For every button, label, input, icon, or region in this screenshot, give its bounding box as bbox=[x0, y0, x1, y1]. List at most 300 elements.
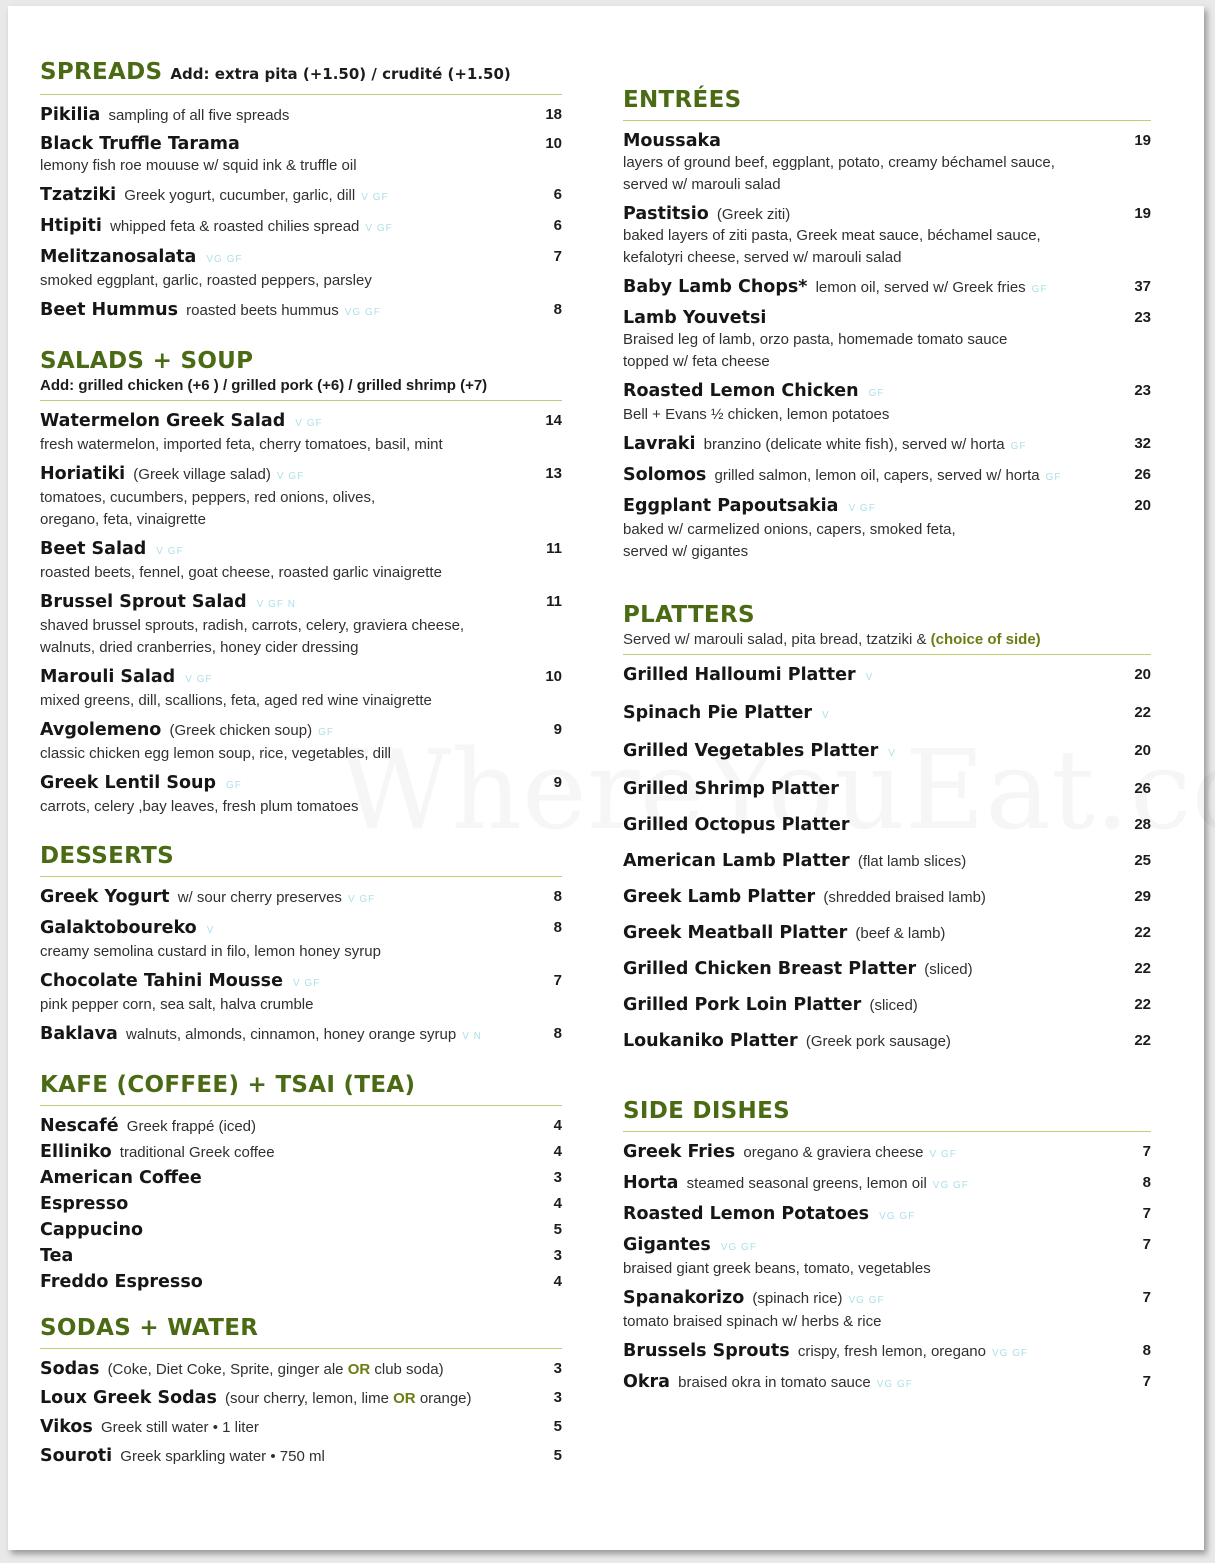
menu-item bbox=[623, 204, 1151, 269]
left-column bbox=[40, 58, 562, 1475]
menu-item-line bbox=[623, 851, 1109, 872]
item-inline-description: Greek sparkling water • 750 ml bbox=[120, 1448, 325, 1465]
item-inline-description: (spinach rice) bbox=[752, 1290, 843, 1307]
menu-item-line bbox=[623, 204, 1109, 225]
item-list bbox=[623, 131, 1151, 563]
menu-item-line bbox=[40, 464, 520, 487]
dietary-tags: GF bbox=[226, 780, 242, 791]
item-inline-description: (beef & lamb) bbox=[855, 925, 946, 942]
dietary-tags: V GF bbox=[295, 418, 323, 429]
item-description: tomato braised spinach w/ herbs & rice bbox=[623, 1313, 882, 1330]
dietary-tags: V GF bbox=[156, 546, 184, 557]
item-price: 10 bbox=[545, 135, 562, 152]
menu-item-line bbox=[623, 815, 1109, 836]
item-description: Bell + Evans ½ chicken, lemon potatoes bbox=[623, 406, 890, 423]
menu-item bbox=[623, 851, 1151, 872]
section-note: Add: extra pita (+1.50) / crudité (+1.50) bbox=[170, 65, 511, 83]
item-price: 20 bbox=[1134, 666, 1151, 683]
menu-item bbox=[623, 1031, 1151, 1052]
item-price: 7 bbox=[553, 972, 562, 989]
menu-item bbox=[623, 959, 1151, 980]
menu-item-line bbox=[623, 496, 1109, 519]
menu-item bbox=[623, 465, 1151, 488]
section-heading: SALADS + SOUP bbox=[40, 348, 254, 374]
menu-item-line bbox=[623, 1142, 1109, 1165]
menu-item-line bbox=[40, 1359, 520, 1380]
item-name: Eggplant Papoutsakia bbox=[623, 496, 839, 516]
menu-item-line bbox=[40, 592, 520, 615]
item-name: Marouli Salad bbox=[40, 667, 176, 687]
item-price: 22 bbox=[1134, 924, 1151, 941]
divider bbox=[40, 1105, 562, 1106]
item-price: 8 bbox=[553, 1025, 562, 1042]
menu-item-line bbox=[623, 741, 1109, 764]
menu-item-line bbox=[40, 1116, 520, 1137]
item-description: fresh watermelon, imported feta, cherry tomatoes, basil, mint bbox=[40, 436, 443, 453]
menu-item bbox=[623, 1288, 1151, 1333]
menu-item-line bbox=[623, 434, 1109, 457]
menu-item-line bbox=[623, 308, 1109, 329]
or-word: OR bbox=[347, 1361, 371, 1378]
dietary-tags: V GF bbox=[361, 192, 389, 203]
item-inline-description: (Greek pork sausage) bbox=[805, 1033, 951, 1050]
menu-item-line bbox=[40, 216, 520, 239]
menu-item-line bbox=[623, 995, 1109, 1016]
section-note: Served w/ marouli salad, pita bread, tzatziki & (choice of side) bbox=[623, 631, 1041, 648]
item-name: Roasted Lemon Potatoes bbox=[623, 1204, 870, 1224]
item-price: 8 bbox=[553, 919, 562, 936]
item-price: 11 bbox=[546, 593, 562, 610]
dietary-tags: V GF bbox=[292, 978, 321, 989]
item-name: Gigantes bbox=[623, 1235, 711, 1255]
item-name: Brussels Sprouts bbox=[623, 1341, 790, 1361]
item-inline-description: steamed seasonal greens, lemon oil bbox=[686, 1175, 927, 1192]
item-price: 29 bbox=[1134, 888, 1151, 905]
item-description: Braised leg of lamb, orzo pasta, homemade tomato sauce bbox=[623, 331, 1008, 348]
item-name: Cappucino bbox=[40, 1220, 144, 1240]
menu-item-line bbox=[40, 1168, 520, 1189]
item-name: Greek Lamb Platter bbox=[623, 887, 816, 907]
dietary-tags: GF bbox=[318, 727, 334, 738]
item-description: roasted beets, fennel, goat cheese, roasted garlic vinaigrette bbox=[40, 564, 442, 581]
menu-item bbox=[623, 1173, 1151, 1196]
item-price: 8 bbox=[553, 301, 562, 318]
section-heading: KAFE (COFFEE) + TSAI (TEA) bbox=[40, 1072, 416, 1098]
section-heading: SODAS + WATER bbox=[40, 1315, 259, 1341]
item-name: Galaktoboureko bbox=[40, 918, 197, 938]
item-name: Brussel Sprout Salad bbox=[40, 592, 247, 612]
menu-item bbox=[623, 277, 1151, 300]
item-price: 7 bbox=[1142, 1236, 1151, 1253]
menu-item bbox=[40, 1272, 562, 1293]
item-list bbox=[623, 665, 1151, 1052]
item-name: Beet Salad bbox=[40, 539, 147, 559]
dietary-tags: V GF bbox=[347, 894, 376, 905]
item-inline-description: w/ sour cherry preserves bbox=[177, 889, 342, 906]
or-word: OR bbox=[393, 1390, 416, 1407]
dietary-tags: VG GF bbox=[720, 1242, 757, 1253]
menu-item bbox=[623, 381, 1151, 426]
item-price: 32 bbox=[1134, 435, 1151, 452]
item-description-line2: topped w/ feta cheese bbox=[623, 353, 770, 370]
item-name: Roasted Lemon Chicken bbox=[623, 381, 859, 401]
menu-item bbox=[40, 887, 562, 910]
dietary-tags: V GF bbox=[185, 674, 213, 685]
item-price: 13 bbox=[545, 465, 562, 482]
item-inline-description-tail: club soda) bbox=[374, 1361, 444, 1378]
divider bbox=[623, 120, 1151, 121]
item-price: 18 bbox=[545, 106, 562, 123]
item-price: 10 bbox=[545, 668, 562, 685]
item-description-line2: served w/ marouli salad bbox=[623, 176, 781, 193]
item-name: Lavraki bbox=[623, 434, 696, 454]
dietary-tags: GF bbox=[868, 388, 885, 399]
item-description: braised giant greek beans, tomato, vegetables bbox=[623, 1260, 931, 1277]
item-name: Sodas bbox=[40, 1359, 100, 1379]
item-description: creamy semolina custard in filo, lemon honey syrup bbox=[40, 943, 381, 960]
menu-item-line bbox=[623, 779, 1109, 800]
item-list bbox=[40, 1359, 562, 1467]
item-price: 28 bbox=[1134, 816, 1151, 833]
menu-item-line bbox=[40, 1220, 520, 1241]
item-name: Tzatziki bbox=[40, 185, 117, 205]
section-salads-soup bbox=[40, 347, 562, 818]
menu-item bbox=[40, 667, 562, 712]
menu-item bbox=[40, 105, 562, 126]
dietary-tags: V GF bbox=[848, 503, 876, 514]
dietary-tags: VG GF bbox=[879, 1211, 916, 1222]
menu-item-line bbox=[623, 465, 1109, 488]
menu-page bbox=[8, 6, 1204, 1550]
item-description: baked layers of ziti pasta, Greek meat sauce, béchamel sauce, bbox=[623, 227, 1041, 244]
divider bbox=[40, 876, 562, 877]
divider bbox=[40, 94, 562, 95]
item-inline-description: (Greek ziti) bbox=[716, 206, 791, 223]
item-inline-description: walnuts, almonds, cinnamon, honey orange syrup bbox=[125, 1026, 457, 1043]
menu-item-line bbox=[40, 247, 520, 270]
section-sodas-water bbox=[40, 1314, 562, 1467]
menu-item-line bbox=[40, 1388, 520, 1409]
dietary-tags: GF bbox=[1010, 441, 1027, 452]
menu-item-line bbox=[40, 300, 520, 323]
item-price: 19 bbox=[1134, 205, 1151, 222]
menu-item-line bbox=[623, 703, 1109, 726]
section-desserts bbox=[40, 842, 562, 1047]
item-price: 7 bbox=[553, 248, 562, 265]
section-side-dishes bbox=[623, 1097, 1151, 1395]
item-name: Nescafé bbox=[40, 1116, 119, 1136]
divider bbox=[40, 400, 562, 401]
menu-item-line bbox=[623, 665, 1109, 688]
menu-item-line bbox=[623, 1173, 1109, 1196]
menu-item-line bbox=[623, 1204, 1109, 1227]
item-list bbox=[40, 411, 562, 818]
item-name: Freddo Espresso bbox=[40, 1272, 203, 1292]
item-name: Solomos bbox=[623, 465, 707, 485]
item-inline-description: Greek frappé (iced) bbox=[126, 1118, 257, 1135]
dietary-tags: V bbox=[865, 672, 874, 683]
menu-item-line bbox=[623, 381, 1109, 404]
menu-item-line bbox=[623, 887, 1109, 908]
item-name: Vikos bbox=[40, 1417, 93, 1437]
dietary-tags: V GF bbox=[365, 223, 393, 234]
item-price: 23 bbox=[1134, 382, 1151, 399]
item-price: 7 bbox=[1142, 1373, 1151, 1390]
menu-item bbox=[623, 741, 1151, 764]
right-column bbox=[623, 86, 1151, 1403]
item-price: 8 bbox=[1142, 1174, 1151, 1191]
menu-item bbox=[40, 1024, 562, 1047]
item-price: 23 bbox=[1134, 309, 1151, 326]
menu-item bbox=[623, 703, 1151, 726]
menu-item bbox=[40, 411, 562, 456]
menu-item-line bbox=[623, 1372, 1109, 1395]
menu-item-line bbox=[40, 1024, 520, 1047]
item-price: 7 bbox=[1142, 1143, 1151, 1160]
item-name: Greek Fries bbox=[623, 1142, 736, 1162]
menu-item bbox=[623, 308, 1151, 373]
item-price: 6 bbox=[553, 186, 562, 203]
item-inline-description: oregano & graviera cheese bbox=[743, 1144, 924, 1161]
dietary-tags: VG GF bbox=[876, 1379, 913, 1390]
item-price: 25 bbox=[1134, 852, 1151, 869]
item-description: lemony fish roe mouuse w/ squid ink & truffle oil bbox=[40, 157, 357, 174]
item-name: Htipiti bbox=[40, 216, 102, 236]
menu-item bbox=[40, 134, 562, 177]
menu-item bbox=[623, 995, 1151, 1016]
item-price: 5 bbox=[553, 1447, 562, 1464]
menu-item bbox=[40, 1359, 562, 1380]
item-name: Chocolate Tahini Mousse bbox=[40, 971, 283, 991]
item-inline-description: Greek still water • 1 liter bbox=[101, 1419, 259, 1436]
divider bbox=[623, 654, 1151, 655]
menu-item-line bbox=[40, 134, 520, 155]
menu-item-line bbox=[623, 131, 1109, 152]
item-price: 4 bbox=[553, 1273, 562, 1290]
item-name: Greek Lentil Soup bbox=[40, 773, 217, 793]
menu-item-line bbox=[40, 918, 520, 941]
item-name: Watermelon Greek Salad bbox=[40, 411, 286, 431]
menu-item bbox=[623, 434, 1151, 457]
item-description-line2: oregano, feta, vinaigrette bbox=[40, 511, 206, 528]
item-name: Pastitsio bbox=[623, 204, 709, 224]
section-heading: PLATTERS bbox=[623, 602, 755, 628]
item-inline-description: braised okra in tomato sauce bbox=[678, 1374, 871, 1391]
item-price: 5 bbox=[553, 1418, 562, 1435]
item-inline-description: Greek yogurt, cucumber, garlic, dill bbox=[124, 187, 356, 204]
menu-item-line bbox=[40, 185, 520, 208]
dietary-tags: V bbox=[206, 925, 215, 936]
item-name: Grilled Vegetables Platter bbox=[623, 741, 879, 761]
item-description: smoked eggplant, garlic, roasted peppers, parsley bbox=[40, 272, 372, 289]
item-price: 22 bbox=[1134, 704, 1151, 721]
menu-item bbox=[623, 923, 1151, 944]
section-heading: SPREADS Add: extra pita (+1.50) / crudité (+1.50) bbox=[40, 59, 511, 85]
menu-item-line bbox=[40, 720, 520, 743]
item-inline-description: (sliced) bbox=[869, 997, 918, 1014]
item-description: shaved brussel sprouts, radish, carrots, celery, graviera cheese, bbox=[40, 617, 465, 634]
menu-item bbox=[40, 1220, 562, 1241]
menu-item-line bbox=[40, 1446, 520, 1467]
dietary-tags: V bbox=[888, 748, 896, 759]
item-price: 9 bbox=[553, 721, 562, 738]
menu-item-line bbox=[40, 1272, 520, 1293]
item-list bbox=[40, 105, 562, 323]
menu-item bbox=[40, 1116, 562, 1137]
dietary-tags: GF bbox=[1031, 284, 1048, 295]
section-spreads bbox=[40, 58, 562, 323]
item-name: Loux Greek Sodas bbox=[40, 1388, 217, 1408]
item-price: 26 bbox=[1134, 466, 1151, 483]
item-name: Beet Hummus bbox=[40, 300, 178, 320]
choice-of-side-note: (choice of side) bbox=[930, 631, 1041, 648]
item-name: Espresso bbox=[40, 1194, 129, 1214]
dietary-tags: V GF bbox=[276, 471, 305, 482]
menu-item bbox=[623, 815, 1151, 836]
menu-item bbox=[40, 1168, 562, 1189]
item-name: Horta bbox=[623, 1173, 679, 1193]
menu-item-line bbox=[40, 887, 520, 910]
menu-item-line bbox=[623, 1288, 1109, 1311]
menu-item bbox=[623, 1372, 1151, 1395]
item-price: 22 bbox=[1134, 996, 1151, 1013]
dietary-tags: VG GF bbox=[206, 254, 243, 265]
section-heading: ENTRÉES bbox=[623, 87, 742, 113]
item-name: Grilled Halloumi Platter bbox=[623, 665, 856, 685]
item-price: 7 bbox=[1142, 1289, 1151, 1306]
item-price: 8 bbox=[553, 888, 562, 905]
item-name: Lamb Youvetsi bbox=[623, 308, 767, 328]
menu-item-line bbox=[623, 1031, 1109, 1052]
dietary-tags: GF bbox=[1045, 472, 1062, 483]
item-name: Grilled Chicken Breast Platter bbox=[623, 959, 917, 979]
item-inline-description: grilled salmon, lemon oil, capers, served w/ horta bbox=[714, 467, 1040, 484]
item-price: 19 bbox=[1134, 132, 1151, 149]
dietary-tags: V bbox=[821, 710, 830, 721]
dietary-tags: VG GF bbox=[932, 1180, 969, 1191]
item-name: Melitzanosalata bbox=[40, 247, 197, 267]
menu-item bbox=[40, 720, 562, 765]
item-inline-description: (sour cherry, lemon, lime bbox=[225, 1390, 389, 1407]
item-description: baked w/ carmelized onions, capers, smoked feta, bbox=[623, 521, 956, 538]
section-platters bbox=[623, 601, 1151, 1052]
menu-item bbox=[623, 1204, 1151, 1227]
item-name: Spinach Pie Platter bbox=[623, 703, 812, 723]
item-inline-description: (flat lamb slices) bbox=[857, 853, 967, 870]
menu-item bbox=[40, 1246, 562, 1267]
menu-item-line bbox=[40, 773, 520, 796]
menu-item bbox=[623, 779, 1151, 800]
menu-item-line bbox=[623, 1341, 1109, 1364]
item-price: 20 bbox=[1134, 497, 1151, 514]
dietary-tags: V GF bbox=[929, 1149, 957, 1160]
item-inline-description: crispy, fresh lemon, oregano bbox=[797, 1343, 986, 1360]
item-description: layers of ground beef, eggplant, potato, creamy béchamel sauce, bbox=[623, 154, 1055, 171]
item-price: 4 bbox=[553, 1143, 562, 1160]
menu-item-line bbox=[40, 1246, 520, 1267]
menu-item bbox=[40, 185, 562, 208]
item-price: 3 bbox=[553, 1360, 562, 1377]
item-description: pink pepper corn, sea salt, halva crumble bbox=[40, 996, 314, 1013]
menu-item-line bbox=[40, 971, 520, 994]
item-price: 3 bbox=[553, 1169, 562, 1186]
item-inline-description: (Greek village salad) bbox=[133, 466, 271, 483]
item-name: Greek Yogurt bbox=[40, 887, 170, 907]
item-list bbox=[40, 1116, 562, 1293]
menu-item bbox=[40, 1446, 562, 1467]
item-inline-description: branzino (delicate white fish), served w/ horta bbox=[703, 436, 1005, 453]
menu-item bbox=[40, 464, 562, 531]
menu-item bbox=[40, 1417, 562, 1438]
item-price: 4 bbox=[553, 1117, 562, 1134]
menu-item-line bbox=[40, 667, 520, 690]
item-price: 5 bbox=[553, 1221, 562, 1238]
menu-item bbox=[40, 247, 562, 292]
item-price: 8 bbox=[1142, 1342, 1151, 1359]
item-inline-description: traditional Greek coffee bbox=[119, 1144, 275, 1161]
menu-item-line bbox=[40, 411, 520, 434]
item-inline-description: (Greek chicken soup) bbox=[169, 722, 313, 739]
section-heading: DESSERTS bbox=[40, 843, 174, 869]
menu-item-line bbox=[623, 959, 1109, 980]
item-price: 4 bbox=[553, 1195, 562, 1212]
item-list bbox=[40, 887, 562, 1047]
item-price: 9 bbox=[553, 774, 562, 791]
item-description-line2: kefalotyri cheese, served w/ marouli salad bbox=[623, 249, 902, 266]
item-name: American Coffee bbox=[40, 1168, 202, 1188]
menu-item bbox=[623, 1142, 1151, 1165]
menu-item bbox=[623, 1341, 1151, 1364]
menu-item bbox=[623, 496, 1151, 563]
menu-item-line bbox=[623, 923, 1109, 944]
item-inline-description: roasted beets hummus bbox=[186, 302, 339, 319]
menu-item-line bbox=[623, 277, 1109, 300]
menu-item bbox=[40, 1194, 562, 1215]
item-name: Grilled Pork Loin Platter bbox=[623, 995, 862, 1015]
item-price: 37 bbox=[1134, 278, 1151, 295]
dietary-tags: VG GF bbox=[992, 1348, 1029, 1359]
item-price: 3 bbox=[553, 1389, 562, 1406]
dietary-tags: V GF N bbox=[256, 599, 297, 610]
item-price: 7 bbox=[1142, 1205, 1151, 1222]
divider bbox=[623, 1131, 1151, 1132]
menu-item-line bbox=[40, 1142, 520, 1163]
menu-item-line bbox=[40, 539, 520, 562]
item-price: 22 bbox=[1134, 1032, 1151, 1049]
dietary-tags: V N bbox=[462, 1031, 482, 1042]
item-price: 20 bbox=[1134, 742, 1151, 759]
item-name: Avgolemeno bbox=[40, 720, 162, 740]
item-description: mixed greens, dill, scallions, feta, aged red wine vinaigrette bbox=[40, 692, 432, 709]
item-name: American Lamb Platter bbox=[623, 851, 850, 871]
item-inline-description: whipped feta & roasted chilies spread bbox=[110, 218, 360, 235]
menu-item bbox=[40, 971, 562, 1016]
item-name: Grilled Shrimp Platter bbox=[623, 779, 839, 799]
item-price: 22 bbox=[1134, 960, 1151, 977]
item-name: Pikilia bbox=[40, 105, 101, 125]
menu-item bbox=[40, 216, 562, 239]
item-name: Spanakorizo bbox=[623, 1288, 745, 1308]
section-coffee-tea bbox=[40, 1071, 562, 1293]
item-list bbox=[623, 1142, 1151, 1395]
item-name: Grilled Octopus Platter bbox=[623, 815, 850, 835]
item-name: Horiatiki bbox=[40, 464, 126, 484]
item-name: Loukaniko Platter bbox=[623, 1031, 798, 1051]
item-inline-description: lemon oil, served w/ Greek fries bbox=[815, 279, 1026, 296]
menu-item-line bbox=[40, 105, 520, 126]
menu-item bbox=[623, 665, 1151, 688]
menu-item bbox=[40, 918, 562, 963]
